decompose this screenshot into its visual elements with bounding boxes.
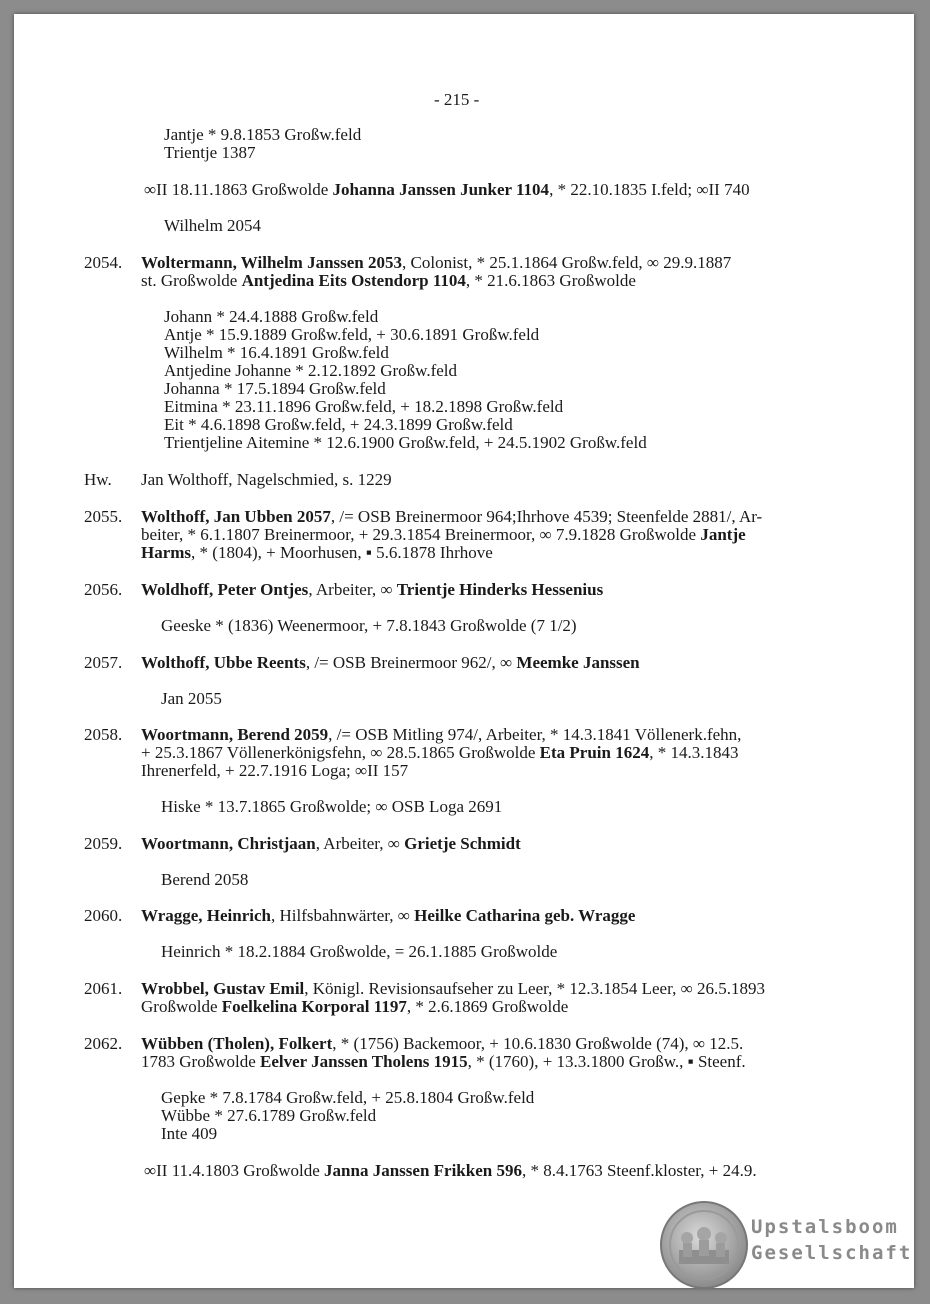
- child-line: Eit * 4.6.1898 Großw.feld, + 24.3.1899 Großw.feld: [164, 415, 513, 434]
- child-line: Johann * 24.4.1888 Großw.feld: [164, 307, 379, 326]
- entry-line: Ihrenerfeld, + 22.7.1916 Loga; ∞II 157: [141, 761, 409, 780]
- child-line: Hiske * 13.7.1865 Großwolde; ∞ OSB Loga 2691: [161, 797, 503, 816]
- entry-line: st. Großwolde Antjedina Eits Ostendorp 1104, * 21.6.1863 Großwolde: [141, 271, 636, 290]
- child-line: Berend 2058: [161, 870, 249, 889]
- entry-line: beiter, * 6.1.1807 Breinermoor, + 29.3.1854 Breinermoor, ∞ 7.9.1828 Großwolde Jantje: [141, 525, 746, 544]
- entry-number: 2060.: [84, 906, 123, 925]
- entry-number: Hw.: [84, 470, 112, 489]
- document-page: [14, 14, 914, 1288]
- entry-line: Wrobbel, Gustav Emil, Königl. Revisionsaufseher zu Leer, * 12.3.1854 Leer, ∞ 26.5.1893: [141, 979, 765, 998]
- text-line: Wilhelm 2054: [164, 216, 262, 235]
- child-line: Johanna * 17.5.1894 Großw.feld: [164, 379, 386, 398]
- page-number: - 215 -: [434, 90, 480, 109]
- child-line: Trientjeline Aitemine * 12.6.1900 Großw.feld, + 24.5.1902 Großw.feld: [164, 433, 647, 452]
- text-line: Jantje * 9.8.1853 Großw.feld: [164, 125, 362, 144]
- child-line: Geeske * (1836) Weenermoor, + 7.8.1843 Großwolde (7 1/2): [161, 616, 577, 635]
- society-seal-icon: [659, 1200, 749, 1290]
- entry-number: 2055.: [84, 507, 123, 526]
- child-line: Antje * 15.9.1889 Großw.feld, + 30.6.1891 Großw.feld: [164, 325, 540, 344]
- entry-line: Woltermann, Wilhelm Janssen 2053, Colonist, * 25.1.1864 Großw.feld, ∞ 29.9.1887: [141, 253, 732, 272]
- text-line: Trientje 1387: [164, 143, 256, 162]
- entry-line: Großwolde Foelkelina Korporal 1197, * 2.6.1869 Großwolde: [141, 997, 569, 1016]
- entry-line: Woortmann, Berend 2059, /= OSB Mitling 974/, Arbeiter, * 14.3.1841 Völlenerk.fehn,: [141, 725, 742, 744]
- entry-line: Wolthoff, Jan Ubben 2057, /= OSB Breinermoor 964;Ihrhove 4539; Steenfelde 2881/, Ar-: [141, 507, 763, 526]
- entry-number: 2062.: [84, 1034, 123, 1053]
- entry-line: 1783 Großwolde Eelver Janssen Tholens 1915, * (1760), + 13.3.1800 Großw., ▪ Steenf.: [141, 1052, 746, 1071]
- child-line: Wübbe * 27.6.1789 Großw.feld: [161, 1106, 377, 1125]
- entry-line: Jan Wolthoff, Nagelschmied, s. 1229: [141, 470, 392, 489]
- child-line: Wilhelm * 16.4.1891 Großw.feld: [164, 343, 389, 362]
- child-line: Inte 409: [161, 1124, 218, 1143]
- entry-line: Wragge, Heinrich, Hilfsbahnwärter, ∞ Heilke Catharina geb. Wragge: [141, 906, 636, 925]
- entry-number: 2061.: [84, 979, 123, 998]
- entry-line: Wolthoff, Ubbe Reents, /= OSB Breinermoor 962/, ∞ Meemke Janssen: [141, 653, 640, 672]
- child-line: Gepke * 7.8.1784 Großw.feld, + 25.8.1804 Großw.feld: [161, 1088, 535, 1107]
- entry-line: + 25.3.1867 Völlenerkönigsfehn, ∞ 28.5.1865 Großwolde Eta Pruin 1624, * 14.3.1843: [141, 743, 739, 762]
- entry-number: 2059.: [84, 834, 123, 853]
- society-name-line2: Gesellschaft: [751, 1242, 913, 1264]
- entry-number: 2057.: [84, 653, 123, 672]
- child-line: Antjedine Johanne * 2.12.1892 Großw.feld: [164, 361, 458, 380]
- society-name-line1: Upstalsboom: [751, 1216, 899, 1238]
- entry-number: 2056.: [84, 580, 123, 599]
- text-line: ∞II 11.4.1803 Großwolde Janna Janssen Frikken 596, * 8.4.1763 Steenf.kloster, + 24.9.: [144, 1161, 757, 1180]
- child-line: Heinrich * 18.2.1884 Großwolde, = 26.1.1885 Großwolde: [161, 942, 558, 961]
- entry-line: Woortmann, Christjaan, Arbeiter, ∞ Grietje Schmidt: [141, 834, 521, 853]
- entry-line: Woldhoff, Peter Ontjes, Arbeiter, ∞ Trientje Hinderks Hessenius: [141, 580, 604, 599]
- text-line: ∞II 18.11.1863 Großwolde Johanna Janssen Junker 1104, * 22.10.1835 I.feld; ∞II 740: [144, 180, 750, 199]
- entry-line: Wübben (Tholen), Folkert, * (1756) Backemoor, + 10.6.1830 Großwolde (74), ∞ 12.5.: [141, 1034, 744, 1053]
- child-line: Jan 2055: [161, 689, 222, 708]
- child-line: Eitmina * 23.11.1896 Großw.feld, + 18.2.1898 Großw.feld: [164, 397, 564, 416]
- entry-line: Harms, * (1804), + Moorhusen, ▪ 5.6.1878 Ihrhove: [141, 543, 493, 562]
- entry-number: 2054.: [84, 253, 123, 272]
- entry-number: 2058.: [84, 725, 123, 744]
